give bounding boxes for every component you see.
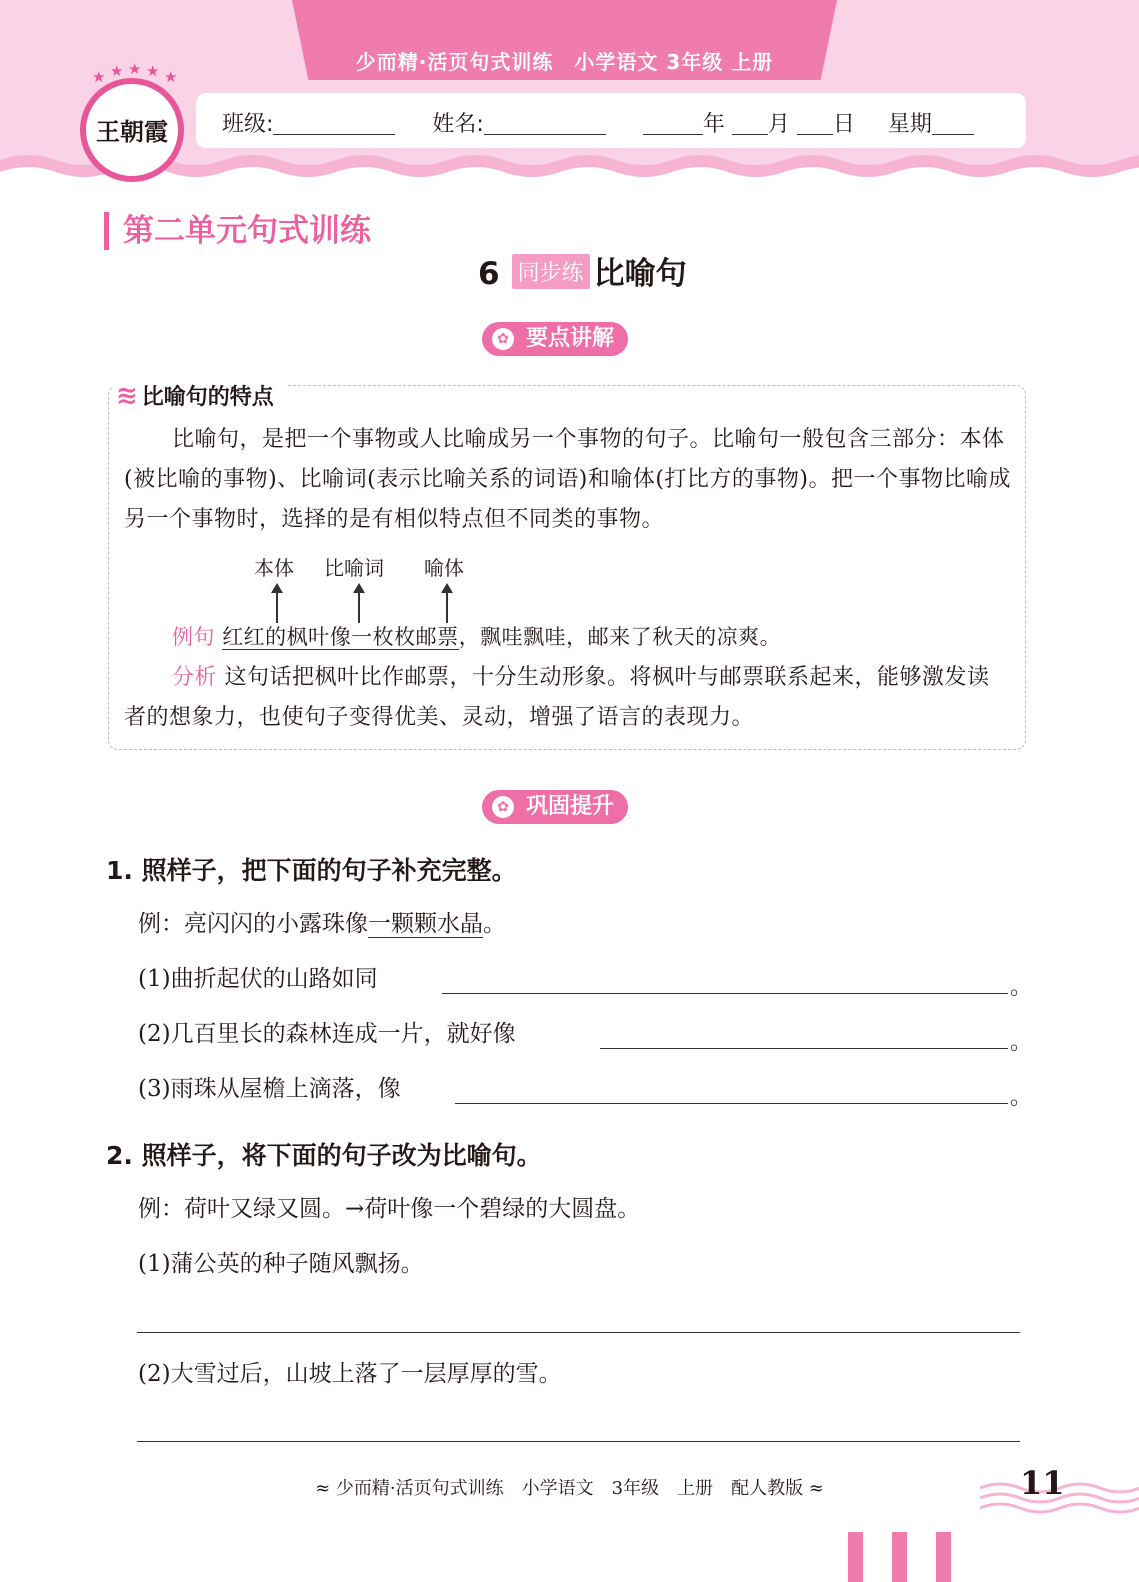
diagram-label-vehicle: 喻体 (424, 556, 464, 580)
month-label: 月 (767, 112, 790, 137)
q1-answer-line-2[interactable] (600, 1048, 1008, 1049)
edge-tab-bar (936, 1532, 951, 1582)
medal-icon: ✿ (492, 796, 514, 818)
star-icon: ★ (128, 60, 142, 78)
student-info-row (222, 107, 974, 138)
q1-example-answer: 一颗颗水晶 (368, 911, 483, 937)
q1-item-1: (1)曲折起伏的山路如同 (138, 966, 378, 992)
q2-example: 例：荷叶又绿又圆。→荷叶像一个碧绿的大圆盘。 (138, 1196, 641, 1222)
star-icon: ★ (146, 62, 160, 80)
weekday-field[interactable] (932, 112, 974, 135)
day-label: 日 (832, 112, 855, 137)
analysis-text: 这句话把枫叶比作邮票，十分生动形象。将枫叶与邮票联系起来，能够激发读者的想象力，也使句子变得优美、灵动，增强了语言的表现力。 (124, 665, 990, 730)
section-practice-label: 巩固提升 (526, 794, 615, 819)
q1-answer-line-1[interactable] (442, 993, 1008, 994)
q1-example (138, 905, 506, 938)
q2-answer-line-2[interactable] (137, 1441, 1020, 1442)
period: 。 (1010, 1085, 1033, 1110)
star-icon: ★ (110, 62, 124, 80)
lesson-heading (478, 248, 687, 293)
footer-text: ≈ 少而精·活页句式训练 小学语文 3年级 上册 配人教版 ≈ (315, 1478, 824, 1499)
q1-item-2: (2)几百里长的森林连成一片，就好像 (138, 1021, 516, 1047)
example-tenor: 红红的枫叶 (222, 625, 330, 649)
box-paragraph: 比喻句，是把一个事物或人比喻成另一个事物的句子。比喻句一般包含三部分：本体(被比喻的事物)、比喻词(表示比喻关系的词语)和喻体(打比方的事物)。把一个事物比喻成另一个事物时，选择的是有相似特点但不同类的事物。 (124, 427, 1012, 532)
page-number: 11 (1020, 1464, 1065, 1502)
question-2: 2. 照样子，将下面的句子改为比喻句。 (106, 1141, 542, 1170)
year-field[interactable] (643, 112, 703, 135)
wave-icon: ≋ (116, 381, 138, 411)
series-title: 少而精·活页句式训练 小学语文 3年级 上册 (355, 50, 774, 74)
year-label: 年 (702, 112, 725, 137)
q1-example-prefix: 例：亮闪闪的小露珠像 (138, 911, 368, 937)
class-field[interactable] (273, 112, 395, 135)
brand-logo (80, 60, 184, 182)
period: 。 (1010, 975, 1033, 1000)
period: 。 (1010, 1030, 1033, 1055)
edge-tab-bar (892, 1532, 907, 1582)
section-key-points-label: 要点讲解 (526, 326, 615, 351)
medal-icon: ✿ (492, 328, 514, 350)
name-field[interactable] (484, 112, 606, 135)
section-key-points (482, 322, 628, 356)
q2-item-2: (2)大雪过后，山坡上落了一层厚厚的雪。 (138, 1361, 562, 1387)
logo-text: 王朝霞 (96, 117, 168, 146)
analysis-label: 分析 (172, 665, 218, 690)
star-icon: ★ (164, 68, 178, 86)
example-comparator: 像 (329, 625, 352, 649)
q2-answer-line-1[interactable] (137, 1332, 1020, 1333)
edge-tab-bar (848, 1532, 863, 1582)
question-1: 1. 照样子，把下面的句子补充完整。 (106, 856, 517, 885)
example-vehicle: 一枚枚邮票 (351, 625, 459, 649)
class-label: 班级: (222, 112, 274, 137)
example-label: 例句 (172, 625, 215, 649)
name-label: 姓名: (432, 112, 484, 137)
q2-item-1: (1)蒲公英的种子随风飘扬。 (138, 1251, 424, 1277)
star-icon: ★ (92, 68, 106, 86)
diagram-label-tenor: 本体 (254, 556, 294, 580)
lesson-title: 比喻句 (593, 256, 687, 292)
lesson-tag: 同步练 (512, 254, 590, 289)
weekday-label: 星期 (887, 112, 932, 137)
box-heading-text: 比喻句的特点 (141, 385, 274, 410)
box-heading (112, 378, 288, 413)
q1-item-3: (3)雨珠从屋檐上滴落，像 (138, 1076, 401, 1102)
analysis-paragraph (124, 658, 1012, 738)
period: 。 (483, 911, 506, 937)
example-sentence (172, 617, 781, 657)
q1-answer-line-3[interactable] (455, 1103, 1008, 1104)
example-rest: ，飘哇飘哇，邮来了秋天的凉爽。 (458, 625, 782, 649)
section-practice (482, 790, 628, 824)
diagram-label-comparator: 比喻词 (324, 556, 384, 580)
lesson-number: 6 (478, 256, 500, 292)
day-field[interactable] (797, 112, 833, 135)
unit-title: 第二单元句式训练 (104, 212, 371, 250)
month-field[interactable] (732, 112, 768, 135)
